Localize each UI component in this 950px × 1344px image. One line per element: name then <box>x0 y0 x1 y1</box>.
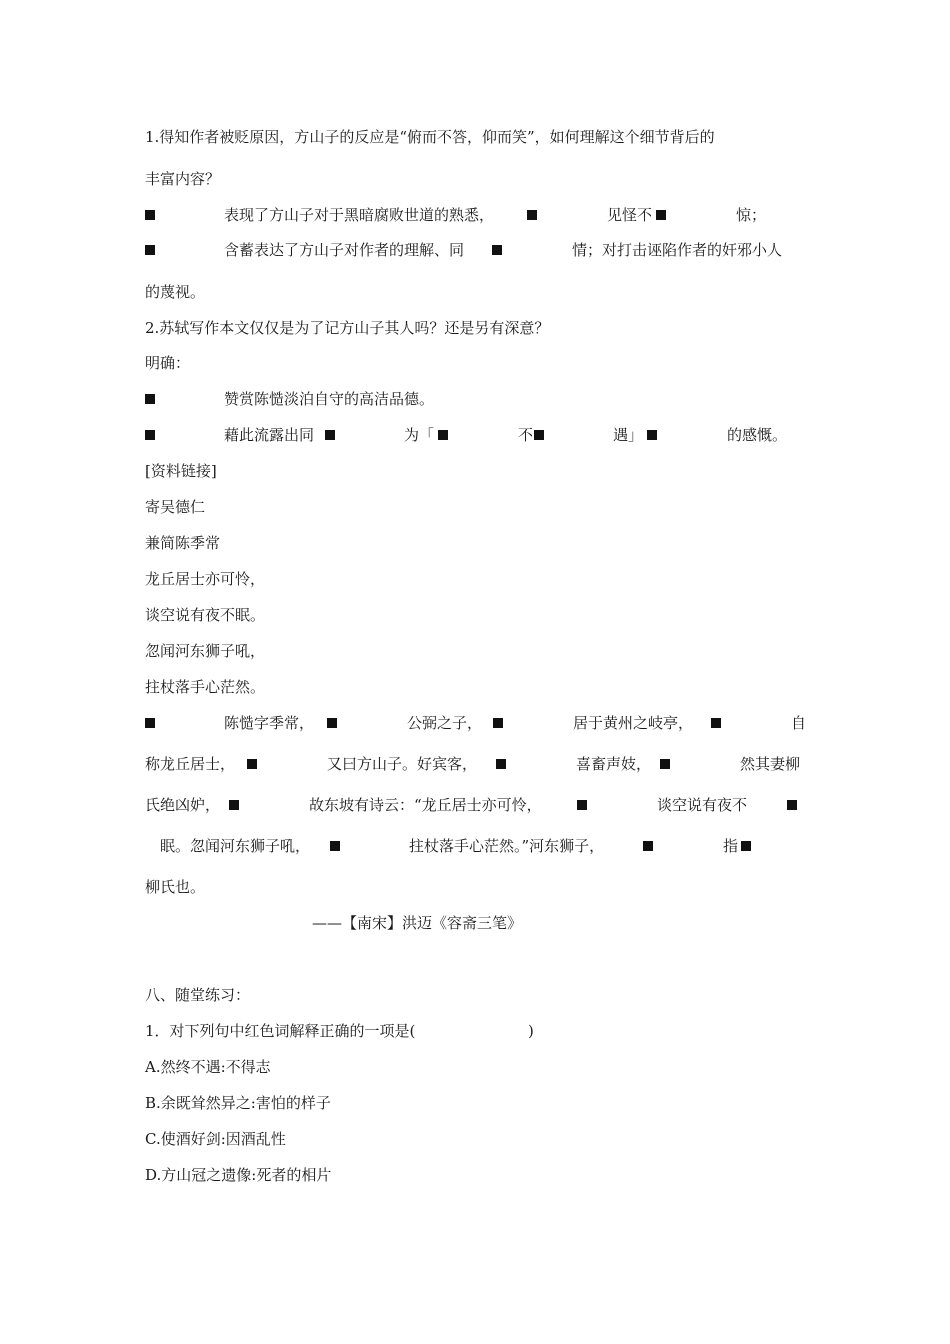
paragraph-fragment: 指 <box>723 837 739 855</box>
bullet-square <box>711 718 721 728</box>
paragraph-fragment: 氏绝凶妒， <box>145 796 221 814</box>
bullet-square <box>787 800 797 810</box>
poem-line: 拄杖落手心茫然。 <box>145 678 266 696</box>
bullet-square <box>327 718 337 728</box>
paragraph-fragment: 故东坡有诗云：“龙丘居士亦可怜， <box>309 796 542 814</box>
option-d: D.方山冠之遗像:死者的相片 <box>145 1166 332 1184</box>
q2-answer2-part3: 不 <box>518 426 534 444</box>
bullet-square <box>145 210 155 220</box>
paragraph-end: 柳氏也。 <box>145 878 206 896</box>
poem-title-1: 寄吴德仁 <box>145 498 206 516</box>
q1-answer1-part1: 表现了方山子对于黑暗腐败世道的熟悉， <box>224 206 495 224</box>
poem-title-2: 兼简陈季常 <box>145 534 221 552</box>
bullet-square <box>741 841 751 851</box>
q2-answer2-part1: 藉此流露出同 <box>224 426 315 444</box>
paragraph-fragment: 谈空说有夜不 <box>657 796 748 814</box>
paragraph-fragment: 喜畜声妓， <box>576 755 652 773</box>
option-b: B.余既耸然异之:害怕的样子 <box>145 1094 331 1112</box>
poem-line: 龙丘居士亦可怜， <box>145 570 266 588</box>
q2-answer1: 赞赏陈慥淡泊自守的高洁品德。 <box>224 390 435 408</box>
bullet-square <box>330 841 340 851</box>
answer-paren-close: ) <box>528 1022 534 1040</box>
bullet-square <box>145 430 155 440</box>
q2-answer-label: 明确： <box>145 354 191 372</box>
q1-answer2-end: 的蔑视。 <box>145 283 206 301</box>
citation-source: ——【南宋】洪迈《容斋三笔》 <box>312 914 523 932</box>
q2-answer2-part2: 为「 <box>404 426 435 444</box>
q1-answer1-part3: 惊； <box>736 206 767 224</box>
paragraph-fragment: 拄杖落手心茫然。”河东狮子， <box>409 837 605 855</box>
bullet-square <box>656 210 666 220</box>
bullet-square <box>647 430 657 440</box>
bullet-square <box>325 430 335 440</box>
paragraph-fragment: 眠。忽闻河东狮子吼， <box>160 837 311 855</box>
bullet-square <box>247 759 257 769</box>
paragraph-fragment: 称龙丘居士， <box>145 755 236 773</box>
practice-heading: 八、随堂练习： <box>145 986 251 1004</box>
q2-answer2-part4: 遇」 <box>613 426 644 444</box>
poem-line: 忽闻河东狮子吼， <box>145 642 266 660</box>
paragraph-fragment: 居于黄州之岐亭， <box>573 714 694 732</box>
option-a: A.然终不遇:不得志 <box>145 1058 271 1076</box>
bullet-square <box>577 800 587 810</box>
paragraph-fragment: 陈慥字季常， <box>224 714 315 732</box>
bullet-square <box>643 841 653 851</box>
paragraph-fragment: 然其妻柳 <box>740 755 801 773</box>
paragraph-fragment: 又曰方山子。好宾客， <box>327 755 478 773</box>
q2-answer2-part5: 的感慨。 <box>727 426 788 444</box>
q1-answer2-part1: 含蓄表达了方山子对作者的理解、同 <box>224 241 465 259</box>
q1-line1: 1.得知作者被贬原因，方山子的反应是“俯而不答，仰而笑”，如何理解这个细节背后的 <box>145 128 715 146</box>
q1-answer2-part2: 情；对打击诬陷作者的奸邪小人 <box>572 241 783 259</box>
bullet-square <box>438 430 448 440</box>
bullet-square <box>229 800 239 810</box>
bullet-square <box>527 210 537 220</box>
poem-line: 谈空说有夜不眠。 <box>145 606 266 624</box>
practice-question-1: 1．对下列句中红色词解释正确的一项是( <box>145 1022 416 1040</box>
option-c: C.使酒好剑:因酒乱性 <box>145 1130 286 1148</box>
bullet-square <box>145 718 155 728</box>
paragraph-fragment: 自 <box>791 714 807 732</box>
bullet-square <box>145 245 155 255</box>
bullet-square <box>660 759 670 769</box>
bullet-square <box>492 245 502 255</box>
bullet-square <box>534 430 544 440</box>
q1-line2: 丰富内容？ <box>145 170 221 188</box>
q2-line1: 2.苏轼写作本文仅仅是为了记方山子其人吗？还是另有深意？ <box>145 319 550 337</box>
bullet-square <box>145 394 155 404</box>
bullet-square <box>493 718 503 728</box>
paragraph-fragment: 公弼之子， <box>407 714 483 732</box>
q1-answer1-part2: 见怪不 <box>607 206 653 224</box>
resource-heading: [资料链接] <box>145 462 217 480</box>
bullet-square <box>496 759 506 769</box>
